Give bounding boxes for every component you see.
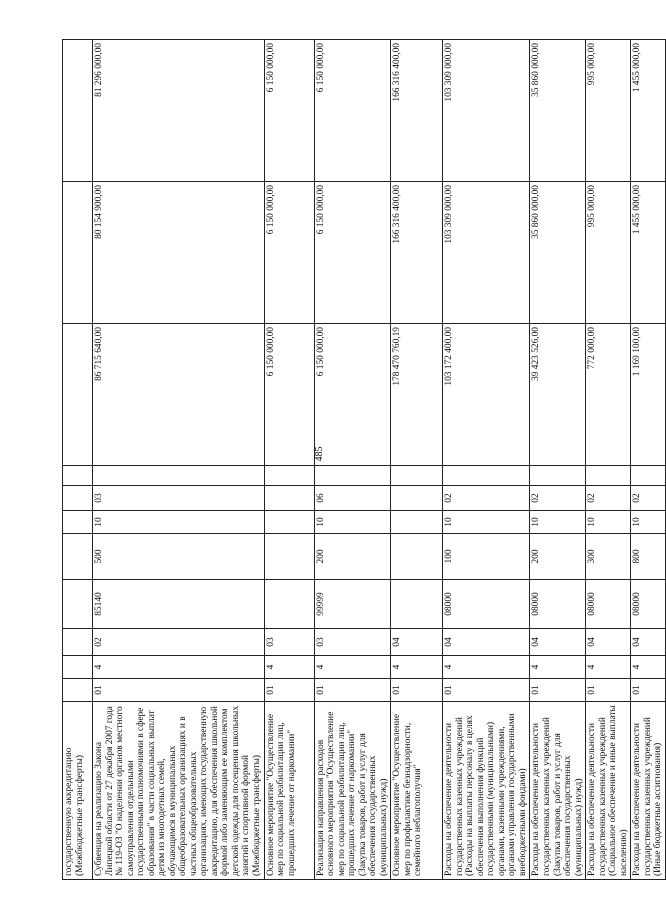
- table-row: [391, 40, 443, 880]
- code-expense-type: 100: [443, 534, 530, 580]
- code-direction: 99999: [314, 580, 391, 629]
- code-program: 01: [631, 679, 666, 702]
- amount-year-3: 81 296 000,00: [93, 40, 265, 182]
- code-subsection: 02: [586, 486, 631, 511]
- code-empty: [530, 466, 586, 486]
- code-expense-type: 800: [631, 534, 666, 580]
- page-number: 485: [314, 446, 325, 462]
- amount-year-1: 1 169 100,00: [631, 324, 666, 466]
- code-empty: [391, 466, 443, 486]
- code-direction: 85140: [93, 580, 265, 629]
- row-name: Расходы на обеспечение деятельности государственных казенных учреждений (Социальное обеспечение и иные выплаты населению): [586, 702, 631, 880]
- row-name: Расходы на обеспечение деятельности государственных казенных учреждений (Закупка товаров, работ и услуг для обеспечения государственных (муниципальных) нужд): [530, 702, 586, 880]
- table-row: [93, 40, 265, 880]
- table-row: [314, 40, 391, 880]
- code-subprogram: 4: [264, 656, 314, 679]
- code-program: 01: [443, 679, 530, 702]
- row-name: Субвенция на реализацию Закона Липецкой области от 27 декабря 2007 года № 119-ОЗ "О наделении органов местного самоуправления отдельными государственными полномочиями в сфере образования" в части социальных выплат детям из многодетных семей, обучающимся в муниципальных общеобразовательных организациях и в частных общеобразовательных организациях, имеющих государственную аккредитацию, для обеспечения школьной формой либо заменяющим ее комплектом детской одежды для посещения школьных занятий и спортивной формой (Межбюджетные трансферты): [93, 702, 265, 880]
- code-direction: 08000: [443, 580, 530, 629]
- code-expense-type: 500: [93, 534, 265, 580]
- code-direction: [264, 580, 314, 629]
- code-direction: 08000: [631, 580, 666, 629]
- table-row: [63, 40, 93, 880]
- code-empty: [264, 466, 314, 486]
- amount-year-1: [63, 324, 93, 466]
- code-section: 10: [631, 511, 666, 534]
- code-empty: [631, 466, 666, 486]
- code-section: 10: [443, 511, 530, 534]
- code-subsection: 02: [631, 486, 666, 511]
- amount-year-1: 6 150 000,00: [314, 324, 391, 466]
- code-event: 04: [443, 629, 530, 656]
- code-program: [63, 679, 93, 702]
- code-expense-type: [63, 534, 93, 580]
- code-empty: [314, 466, 391, 486]
- code-subsection: [391, 486, 443, 511]
- row-name: Расходы на обеспечение деятельности государственных казенных учреждений (Расходы на выплаты персоналу в целях обеспечения выполнения функций государственными (муниципальными) органами, казенными учреждениями, органами управления государственными внебюджетными фондами): [443, 702, 530, 880]
- code-expense-type: 300: [586, 534, 631, 580]
- row-name: Основное мероприятие "Осуществление мер по профилактике безнадзорности, семейного неблагополучия": [391, 702, 443, 880]
- code-empty: [443, 466, 530, 486]
- code-subprogram: 4: [391, 656, 443, 679]
- code-event: 03: [314, 629, 391, 656]
- row-name: Основное мероприятие "Осуществление мер по социальной реабилитации лиц, прошедших лечение от наркомании": [264, 702, 314, 880]
- amount-year-2: 103 309 000,00: [443, 182, 530, 324]
- amount-year-1: 103 172 400,00: [443, 324, 530, 466]
- amount-year-3: 995 000,00: [586, 40, 631, 182]
- amount-year-1: 39 423 526,00: [530, 324, 586, 466]
- code-event: 04: [631, 629, 666, 656]
- code-direction: [63, 580, 93, 629]
- table-row: [443, 40, 530, 880]
- table-row: [264, 40, 314, 880]
- code-program: 01: [530, 679, 586, 702]
- amount-year-3: 166 316 400,00: [391, 40, 443, 182]
- amount-year-2: 166 316 400,00: [391, 182, 443, 324]
- amount-year-3: [63, 40, 93, 182]
- code-section: [63, 511, 93, 534]
- code-program: 01: [586, 679, 631, 702]
- code-subsection: 02: [530, 486, 586, 511]
- code-program: 01: [264, 679, 314, 702]
- code-subprogram: [63, 656, 93, 679]
- code-empty: [93, 466, 265, 486]
- code-subprogram: 4: [530, 656, 586, 679]
- code-event: 04: [586, 629, 631, 656]
- row-name: Расходы на обеспечение деятельности государственных казенных учреждений (Иные бюджетные ассигнования): [631, 702, 666, 880]
- amount-year-3: 35 860 000,00: [530, 40, 586, 182]
- code-section: [391, 511, 443, 534]
- code-expense-type: 200: [530, 534, 586, 580]
- code-subsection: [63, 486, 93, 511]
- code-subsection: 02: [443, 486, 530, 511]
- amount-year-2: 35 860 000,00: [530, 182, 586, 324]
- budget-table: [62, 39, 666, 880]
- code-section: 10: [586, 511, 631, 534]
- code-program: 01: [391, 679, 443, 702]
- code-section: 10: [93, 511, 265, 534]
- code-empty: [586, 466, 631, 486]
- code-program: 01: [314, 679, 391, 702]
- code-empty: [63, 466, 93, 486]
- code-event: [63, 629, 93, 656]
- amount-year-1: 6 150 000,00: [264, 324, 314, 466]
- amount-year-1: 178 470 760,19: [391, 324, 443, 466]
- amount-year-2: 6 150 000,00: [264, 182, 314, 324]
- code-direction: 08000: [586, 580, 631, 629]
- amount-year-1: 86 715 640,00: [93, 324, 265, 466]
- amount-year-2: [63, 182, 93, 324]
- code-subsection: 06: [314, 486, 391, 511]
- code-event: 02: [93, 629, 265, 656]
- code-subprogram: 4: [93, 656, 265, 679]
- code-subsection: 03: [93, 486, 265, 511]
- table-row: [586, 40, 631, 880]
- amount-year-2: 995 000,00: [586, 182, 631, 324]
- amount-year-1: 772 000,00: [586, 324, 631, 466]
- amount-year-2: 6 150 000,00: [314, 182, 391, 324]
- code-direction: 08000: [530, 580, 586, 629]
- code-subprogram: 4: [631, 656, 666, 679]
- rotated-table-container: [62, 40, 664, 880]
- amount-year-3: 6 150 000,00: [314, 40, 391, 182]
- code-subsection: [264, 486, 314, 511]
- code-event: 04: [391, 629, 443, 656]
- code-section: 10: [314, 511, 391, 534]
- code-subprogram: 4: [443, 656, 530, 679]
- code-subprogram: 4: [314, 656, 391, 679]
- code-expense-type: 200: [314, 534, 391, 580]
- code-event: 03: [264, 629, 314, 656]
- amount-year-3: 103 309 000,00: [443, 40, 530, 182]
- amount-year-3: 6 150 000,00: [264, 40, 314, 182]
- table-row: [530, 40, 586, 880]
- code-subprogram: 4: [586, 656, 631, 679]
- amount-year-3: 1 455 000,00: [631, 40, 666, 182]
- code-direction: [391, 580, 443, 629]
- row-name: государственную аккредитацию (Межбюджетные трансферты): [63, 702, 93, 880]
- table-row: [631, 40, 666, 880]
- code-event: 04: [530, 629, 586, 656]
- code-section: 10: [530, 511, 586, 534]
- code-program: 01: [93, 679, 265, 702]
- code-expense-type: [264, 534, 314, 580]
- amount-year-2: 80 154 900,00: [93, 182, 265, 324]
- code-section: [264, 511, 314, 534]
- code-expense-type: [391, 534, 443, 580]
- table-body: [63, 40, 666, 880]
- amount-year-2: 1 455 000,00: [631, 182, 666, 324]
- row-name: Реализация направления расходов основного мероприятия "Осуществление мер по социальной реабилитации лиц, прошедших лечение от наркомании" (Закупка товаров, работ и услуг для обеспечения государственных (муниципальных) нужд): [314, 702, 391, 880]
